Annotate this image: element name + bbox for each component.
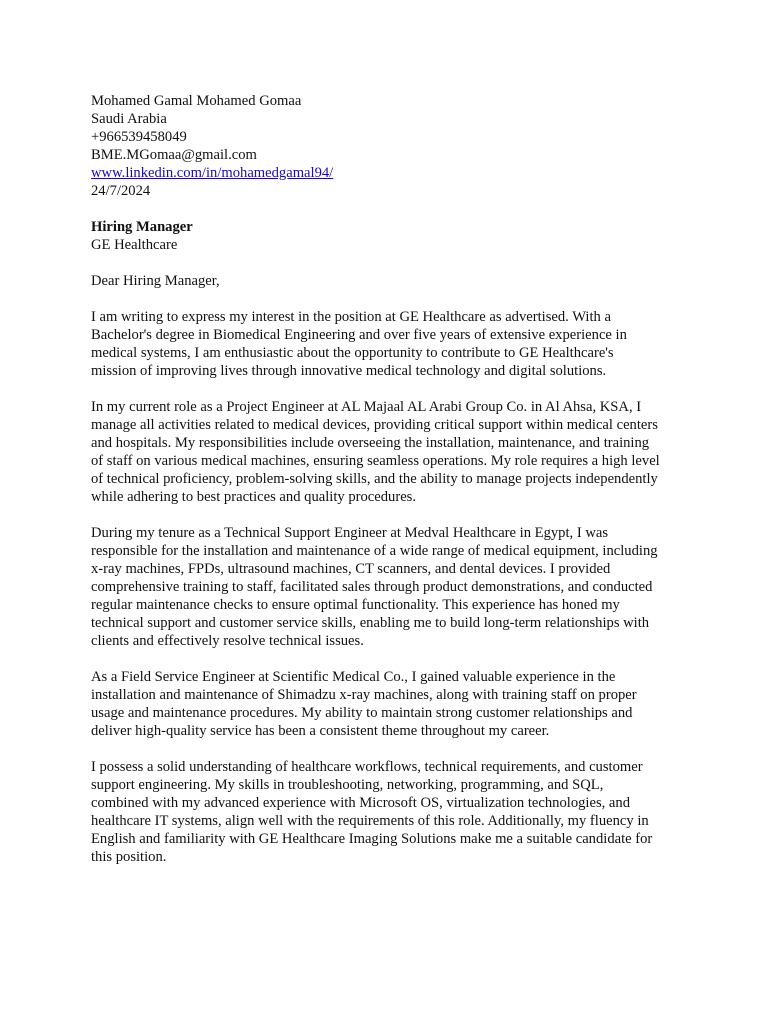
paragraph-line: installation and maintenance of Shimadzu x-ray machines, along with training staff on proper xyxy=(91,687,637,703)
recipient-title: Hiring Manager xyxy=(91,219,193,235)
body-paragraph-1 xyxy=(91,308,691,380)
body-paragraph-3 xyxy=(91,524,691,650)
sender-email: BME.MGomaa@gmail.com xyxy=(91,147,257,163)
linkedin-link[interactable]: www.linkedin.com/in/mohamedgamal94/ xyxy=(91,165,334,181)
paragraph-line: healthcare IT systems, align well with the requirements of this role. Additionally, my fluency in xyxy=(91,813,649,829)
linkedin-line xyxy=(91,164,691,182)
paragraph-line: support engineering. My skills in troubleshooting, networking, programming, and SQL, xyxy=(91,777,604,793)
paragraph-line: English and familiarity with GE Healthcare Imaging Solutions make me a suitable candidate for xyxy=(91,831,653,847)
paragraph-line: comprehensive training to staff, facilitated sales through product demonstrations, and conducted xyxy=(91,579,653,595)
recipient-company: GE Healthcare xyxy=(91,237,178,253)
paragraph-line: mission of improving lives through innovative medical technology and digital solutions. xyxy=(91,363,607,379)
salutation: Dear Hiring Manager, xyxy=(91,273,220,289)
body-paragraph-2 xyxy=(91,398,691,506)
paragraph-line: During my tenure as a Technical Support Engineer at Medval Healthcare in Egypt, I was xyxy=(91,525,609,541)
paragraph-line: technical support and customer service skills, enabling me to build long-term relationships with xyxy=(91,615,650,631)
paragraph-line: and hospitals. My responsibilities include overseeing the installation, maintenance, and training xyxy=(91,435,650,451)
letter-date: 24/7/2024 xyxy=(91,183,151,199)
paragraph-line: Bachelor's degree in Biomedical Engineering and over five years of extensive experience in xyxy=(91,327,627,343)
paragraph-line: medical systems, I am enthusiastic about the opportunity to contribute to GE Healthcare's xyxy=(91,345,614,361)
sender-name: Mohamed Gamal Mohamed Gomaa xyxy=(91,93,302,109)
sender-block xyxy=(91,92,691,200)
paragraph-line: manage all activities related to medical devices, providing critical support within medical centers xyxy=(91,417,658,433)
paragraph-line: x-ray machines, FPDs, ultrasound machines, CT scanners, and dental devices. I provided xyxy=(91,561,611,577)
paragraph-line: this position. xyxy=(91,849,167,865)
paragraph-line: deliver high-quality service has been a consistent theme throughout my career. xyxy=(91,723,550,739)
body-paragraph-4 xyxy=(91,668,691,740)
paragraph-line: As a Field Service Engineer at Scientific Medical Co., I gained valuable experience in the xyxy=(91,669,616,685)
recipient-block xyxy=(91,218,691,254)
paragraph-line: clients and effectively resolve technical issues. xyxy=(91,633,364,649)
paragraph-line: regular maintenance checks to ensure optimal functionality. This experience has honed my xyxy=(91,597,620,613)
paragraph-line: I am writing to express my interest in the position at GE Healthcare as advertised. With a xyxy=(91,309,611,325)
paragraph-line: usage and maintenance procedures. My ability to maintain strong customer relationships and xyxy=(91,705,633,721)
paragraph-line: of technical proficiency, problem-solving skills, and the ability to manage projects independently xyxy=(91,471,658,487)
paragraph-line: combined with my advanced experience with Microsoft OS, virtualization technologies, and xyxy=(91,795,631,811)
paragraph-line: of staff on various medical machines, ensuring seamless operations. My role requires a high level xyxy=(91,453,660,469)
sender-location: Saudi Arabia xyxy=(91,111,167,127)
paragraph-line: I possess a solid understanding of healthcare workflows, technical requirements, and customer xyxy=(91,759,643,775)
body-paragraph-5 xyxy=(91,758,691,866)
paragraph-line: In my current role as a Project Engineer at AL Majaal AL Arabi Group Co. in Al Ahsa, KSA, I xyxy=(91,399,642,415)
sender-phone: +966539458049 xyxy=(91,129,187,145)
paragraph-line: responsible for the installation and maintenance of a wide range of medical equipment, including xyxy=(91,543,658,559)
cover-letter-page xyxy=(91,92,691,866)
paragraph-line: while adhering to best practices and quality procedures. xyxy=(91,489,417,505)
